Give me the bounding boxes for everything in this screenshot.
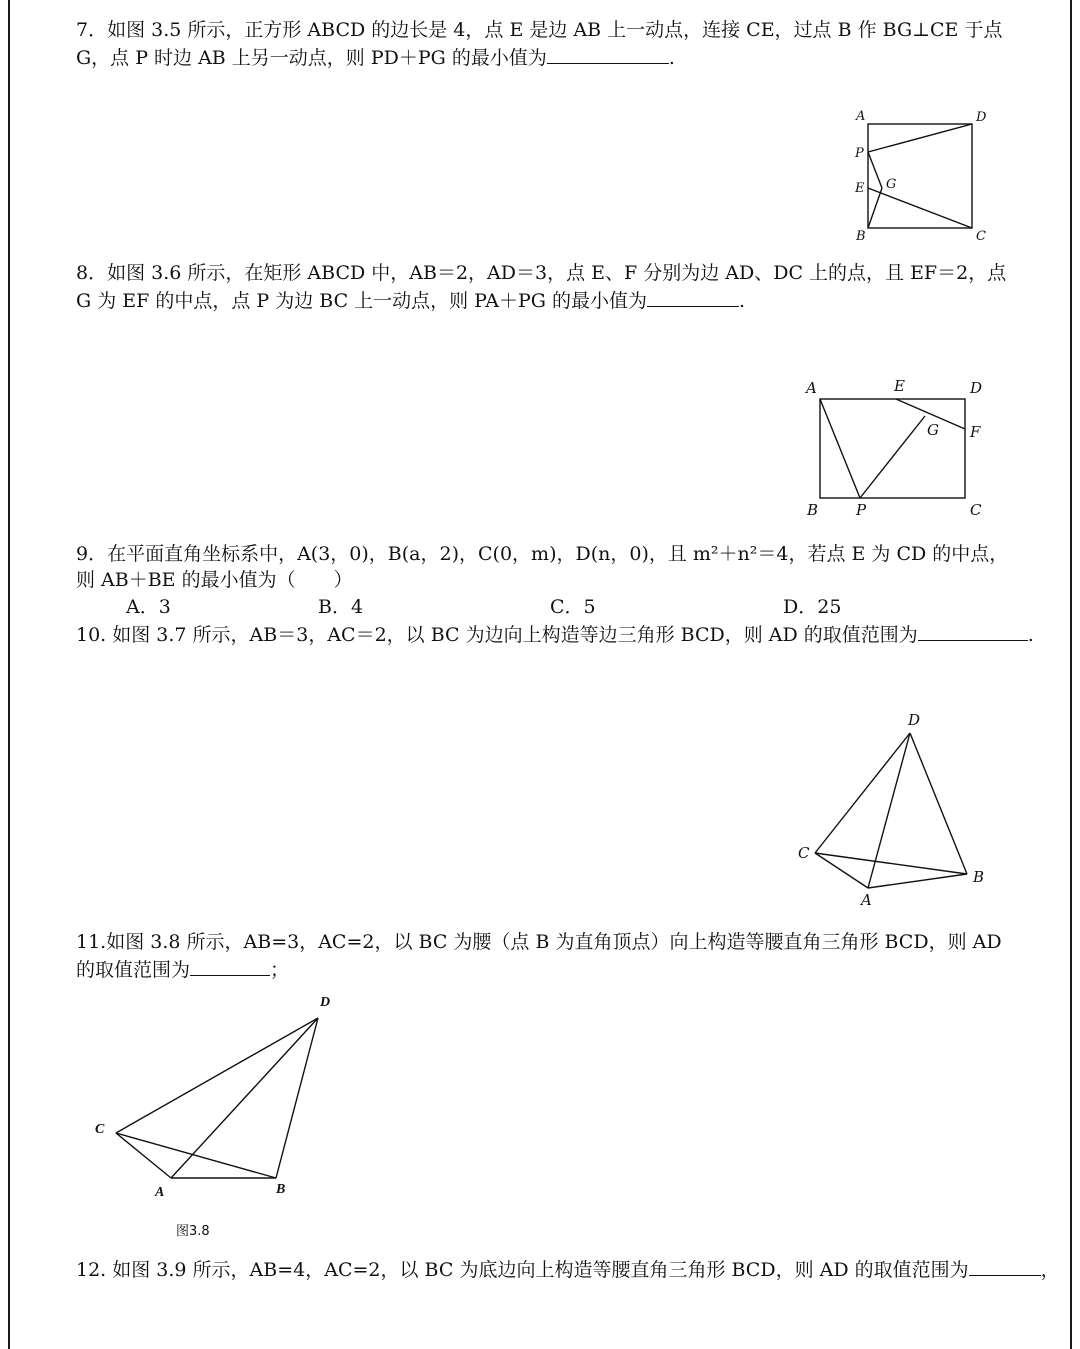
q8-line2-text: G 为 EF 的中点，点 P 为边 BC 上一动点，则 PA＋PG 的最小值为	[76, 290, 647, 312]
q8-label-a: A	[806, 379, 817, 397]
q8-label-e: E	[894, 377, 905, 395]
q7-segment-pd	[868, 124, 972, 152]
q12-line1-text: 12. 如图 3.9 所示，AB=4，AC=2，以 BC 为底边向上构造等腰直角三角形 BCD，则 AD 的取值范围为	[76, 1259, 969, 1281]
q7-label-p: P	[855, 146, 864, 161]
q7-label-b: B	[856, 229, 866, 244]
q9-option-b[interactable]: B．4	[318, 596, 364, 618]
q10-segment-cb	[815, 853, 967, 874]
q11-figure-caption: 图3.8	[176, 1224, 210, 1239]
q10-line1	[76, 622, 1034, 647]
q7-line2-text: G，点 P 时边 AB 上另一动点，则 PD＋PG 的最小值为	[76, 47, 547, 69]
q8-end: .	[738, 290, 745, 312]
q10-end: .	[1027, 624, 1034, 646]
q11-label-b: B	[276, 1182, 286, 1197]
q7-segment-bg	[868, 188, 882, 228]
q7-line1: 7．如图 3.5 所示，正方形 ABCD 的边长是 4，点 E 是边 AB 上一动点，连接 CE，过点 B 作 BG⊥CE 于点	[76, 19, 1003, 41]
q7-figure	[848, 104, 998, 244]
q10-label-c: C	[798, 844, 810, 862]
q10-label-d: D	[908, 711, 921, 729]
q11-figure	[80, 985, 360, 1245]
q12-answer-blank[interactable]	[969, 1257, 1041, 1276]
page-border-left	[8, 0, 10, 1349]
q9-option-a[interactable]: A．3	[126, 596, 171, 618]
q7-label-e: E	[855, 181, 865, 196]
q7-segment-ec	[868, 188, 972, 228]
q11-segment-cb	[116, 1133, 276, 1178]
q9-line2: 则 AB＋BE 的最小值为（ ）	[76, 569, 353, 591]
q11-segment-cd	[116, 1018, 318, 1133]
q7-label-d: D	[976, 110, 987, 125]
q9-option-d[interactable]: D．25	[783, 596, 842, 618]
q11-line2	[76, 957, 289, 982]
q7-answer-blank[interactable]	[547, 45, 669, 64]
q10-segment-cd	[815, 733, 910, 853]
q11-segment-db	[276, 1018, 318, 1178]
q8-figure	[800, 374, 1000, 524]
q7-label-c: C	[976, 229, 986, 244]
q10-line1-text: 10. 如图 3.7 所示，AB＝3，AC＝2，以 BC 为边向上构造等边三角形 BCD，则 AD 的取值范围为	[76, 624, 918, 646]
q11-line1: 11.如图 3.8 所示，AB=3，AC=2，以 BC 为腰（点 B 为直角顶点）向上构造等腰直角三角形 BCD，则 AD	[76, 931, 1002, 953]
q11-label-d: D	[320, 995, 331, 1010]
q7-end: .	[668, 47, 675, 69]
q11-end: ；	[270, 959, 290, 981]
q10-segment-db	[910, 733, 967, 874]
q8-label-f: F	[970, 423, 981, 441]
q8-label-b: B	[807, 501, 819, 519]
q8-answer-blank[interactable]	[647, 288, 739, 307]
q10-label-a: A	[861, 891, 872, 906]
q10-answer-blank[interactable]	[918, 622, 1028, 641]
q11-answer-blank[interactable]	[190, 957, 270, 976]
q8-line1: 8．如图 3.6 所示，在矩形 ABCD 中，AB＝2，AD＝3，点 E、F 分别为边 AD、DC 上的点，且 EF＝2，点	[76, 262, 1007, 284]
q8-rectangle	[820, 399, 965, 498]
q10-segment-ca	[815, 853, 868, 888]
q8-segment-ap	[820, 399, 860, 498]
q11-label-a: A	[155, 1185, 165, 1200]
q10-figure	[790, 706, 990, 906]
q8-label-d: D	[970, 379, 983, 397]
q9-line1: 9．在平面直角坐标系中，A(3，0)，B(a，2)，C(0，m)，D(n，0)，且 m²＋n²＝4，若点 E 为 CD 的中点，	[76, 543, 1009, 565]
q8-line2	[76, 288, 745, 313]
q12-end: ，	[1040, 1259, 1060, 1281]
q11-segment-ca	[116, 1133, 171, 1178]
q7-segment-pg	[868, 152, 882, 188]
q7-label-g: G	[886, 177, 897, 192]
q7-line2	[76, 45, 675, 70]
q7-square	[868, 124, 972, 228]
q8-label-p: P	[856, 501, 867, 519]
q11-segment-ad	[171, 1018, 318, 1178]
page-border-right	[1070, 0, 1072, 1349]
q8-segment-pg	[860, 416, 925, 498]
q10-segment-ab	[868, 874, 967, 888]
q11-line2-text: 的取值范围为	[76, 959, 191, 981]
q11-label-c: C	[95, 1122, 105, 1137]
q10-label-b: B	[973, 868, 985, 886]
q7-label-a: A	[856, 109, 866, 124]
q12-line1	[76, 1257, 1060, 1282]
q9-option-c[interactable]: C．5	[550, 596, 596, 618]
q8-label-g: G	[927, 421, 939, 439]
q8-label-c: C	[970, 501, 982, 519]
